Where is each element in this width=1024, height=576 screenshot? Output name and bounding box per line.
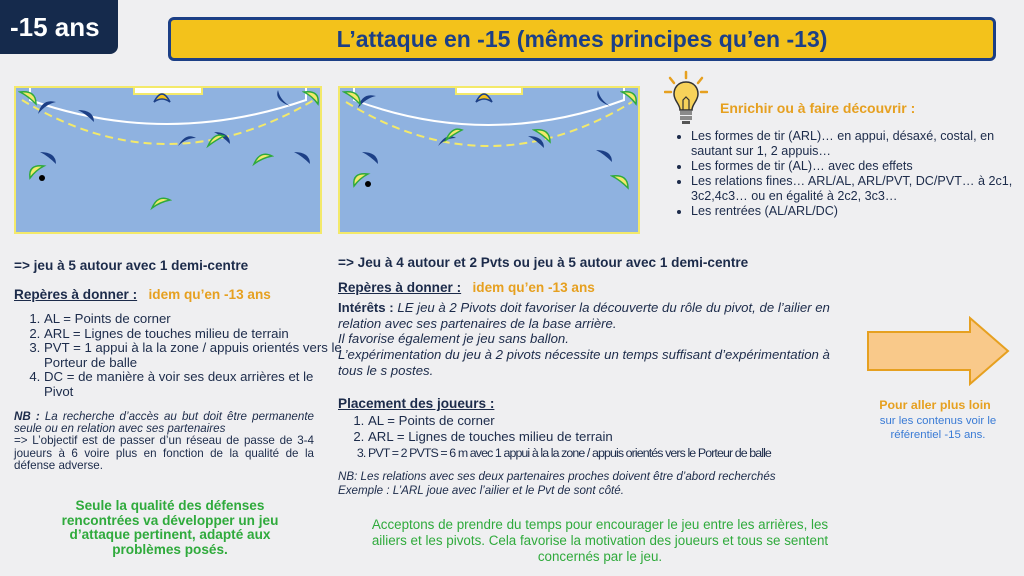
attacker-icon xyxy=(620,88,638,106)
right-reperes xyxy=(338,280,595,295)
left-positions-list xyxy=(14,312,344,399)
enrich-list xyxy=(676,129,1021,219)
goalkeeper-icon xyxy=(152,90,172,104)
placement-title: Placement des joueurs : xyxy=(338,396,495,411)
nb-line: NB: Les relations avec ses deux partenaires proches doivent être d’abord recherchés xyxy=(338,470,776,483)
page-title: L’attaque en -15 (mêmes principes qu’en -13) xyxy=(168,17,996,61)
interets-line: Il favorise également je jeu sans ballon. xyxy=(338,331,569,347)
list-item: 1. AL = Points de corner xyxy=(368,413,908,429)
list-item: • Les relations fines… ARL/AL, ARL/PVT, DC/PVT… à 2c1, 3c2,4c3… ou en égalité à 2c2, 3c3… xyxy=(691,174,1021,204)
right-arrow-icon xyxy=(866,316,1012,386)
list-item: 4. DC = de manière à voir ses deux arrières et le Pivot xyxy=(44,370,344,399)
list-item: 3. PVT = 2 PVTS = 6 m avec 1 appui à la la zone / appuis orientés vers le Porteur de balle xyxy=(368,445,908,461)
age-tag: -15 ans xyxy=(0,0,118,54)
left-reperes xyxy=(14,287,271,302)
attacker-icon xyxy=(342,88,362,106)
right-conclusion: Acceptons de prendre du temps pour encourager le jeu entre les arrières, les ailiers et les pivots. Cela favorise la motivation des joueurs et tous se sentent concernés par le jeu. xyxy=(371,517,829,564)
list-item: 2. ARL = Lignes de touches milieu de terrain xyxy=(368,429,908,445)
court-diagram-right xyxy=(338,86,640,234)
list-item: 1. AL = Points de corner xyxy=(44,312,344,327)
defender-icon xyxy=(76,106,96,124)
interets-line: L’expérimentation du jeu à 2 pivots nécessite un temps suffisant d’expérimentation à tous le s postes. xyxy=(338,347,830,378)
nb-line: Exemple : L’ARL joue avec l’ailier et le Pvt de sont côté. xyxy=(338,484,624,497)
nb-label: NB : xyxy=(14,410,40,423)
reperes-label: Repères à donner : xyxy=(338,280,462,295)
list-item: 2. ARL = Lignes de touches milieu de terrain xyxy=(44,327,344,342)
reperes-label: Repères à donner : xyxy=(14,287,138,302)
attacker-icon xyxy=(252,150,274,168)
goalkeeper-icon xyxy=(474,90,494,104)
defender-icon xyxy=(274,88,292,108)
list-item: • Les formes de tir (AL)… avec des effets xyxy=(691,159,1021,174)
right-format-heading: => Jeu à 4 autour et 2 Pvts ou jeu à 5 autour avec 1 demi-centre xyxy=(338,255,749,270)
left-format-heading: => jeu à 5 autour avec 1 demi-centre xyxy=(14,258,249,273)
list-item: • Les formes de tir (ARL)… en appui, désaxé, costal, en sautant sur 1, 2 appuis… xyxy=(691,129,1021,159)
attacker-icon xyxy=(206,132,226,150)
attacker-icon xyxy=(532,126,552,144)
nb-text-2: => L’objectif est de passer d’un réseau de passe de 3-4 joueurs à 6 voire plus en fonction de la qualité de la défense adverse. xyxy=(14,434,314,472)
interets-line: LE jeu à 2 Pivots doit favoriser la découverte du rôle du pivot, de l’ailier en relation avec ses partenaires de la base arrière. xyxy=(338,300,830,331)
right-nb-note xyxy=(338,470,878,498)
nb-text: La recherche d’accès au but doit être permanente seule ou en relation avec ses partenaires xyxy=(14,410,314,436)
attacker-icon xyxy=(444,126,464,144)
defender-icon xyxy=(594,146,614,164)
interets-block xyxy=(338,300,858,379)
attacker-icon xyxy=(302,88,320,106)
enrich-title: Enrichir ou à faire découvrir : xyxy=(720,100,916,116)
list-item: • Les rentrées (AL/ARL/DC) xyxy=(691,204,1021,219)
further-text: sur les contenus voir le référentiel -15 ans. xyxy=(879,415,997,441)
attacker-icon xyxy=(610,172,632,190)
reperes-value: idem qu’en -13 ans xyxy=(148,287,271,302)
attacker-icon xyxy=(350,170,372,190)
defender-icon xyxy=(36,98,58,116)
placement-list xyxy=(338,413,908,461)
defender-icon xyxy=(292,148,312,166)
attacker-icon xyxy=(18,88,38,106)
reperes-value: idem qu’en -13 ans xyxy=(472,280,595,295)
lightbulb-icon xyxy=(664,70,708,126)
left-nb-note xyxy=(14,411,314,472)
attacker-icon xyxy=(26,162,48,182)
attacker-icon xyxy=(150,194,172,212)
further-title: Pour aller plus loin xyxy=(879,398,991,412)
court-diagram-left xyxy=(14,86,322,234)
left-conclusion: Seule la qualité des défenses rencontrées va développer un jeu d’attaque pertinent, adapté aux problèmes posés. xyxy=(61,498,279,557)
interets-label: Intérêts : xyxy=(338,300,394,315)
defender-icon xyxy=(176,132,198,148)
list-item: 3. PVT = 1 appui à la la zone / appuis orientés vers le Porteur de balle xyxy=(44,341,344,370)
defender-icon xyxy=(360,148,380,166)
defender-icon xyxy=(594,88,612,108)
